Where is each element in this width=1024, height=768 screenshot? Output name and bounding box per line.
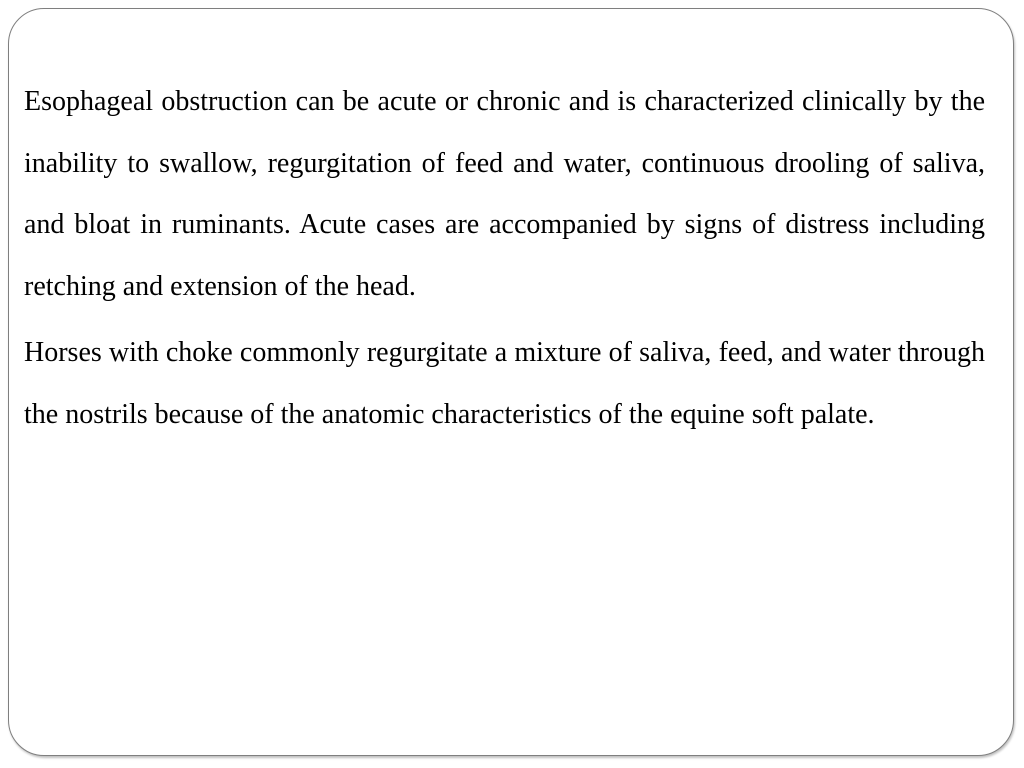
slide-body: [24, 71, 985, 450]
paragraph-esophageal-obstruction: Esophageal obstruction can be acute or chronic and is characterized clinically by the inability to swallow, regurgitation of feed and water, continuous drooling of saliva, and bloat in ruminants. Acute cases are accompanied by signs of distress including retching and extension of the head.: [24, 86, 985, 302]
paragraph-horses-choke: Horses with choke commonly regurgitate a mixture of saliva, feed, and water through the nostrils because of the anatomic characteristics of the equine soft palate.: [24, 337, 985, 430]
